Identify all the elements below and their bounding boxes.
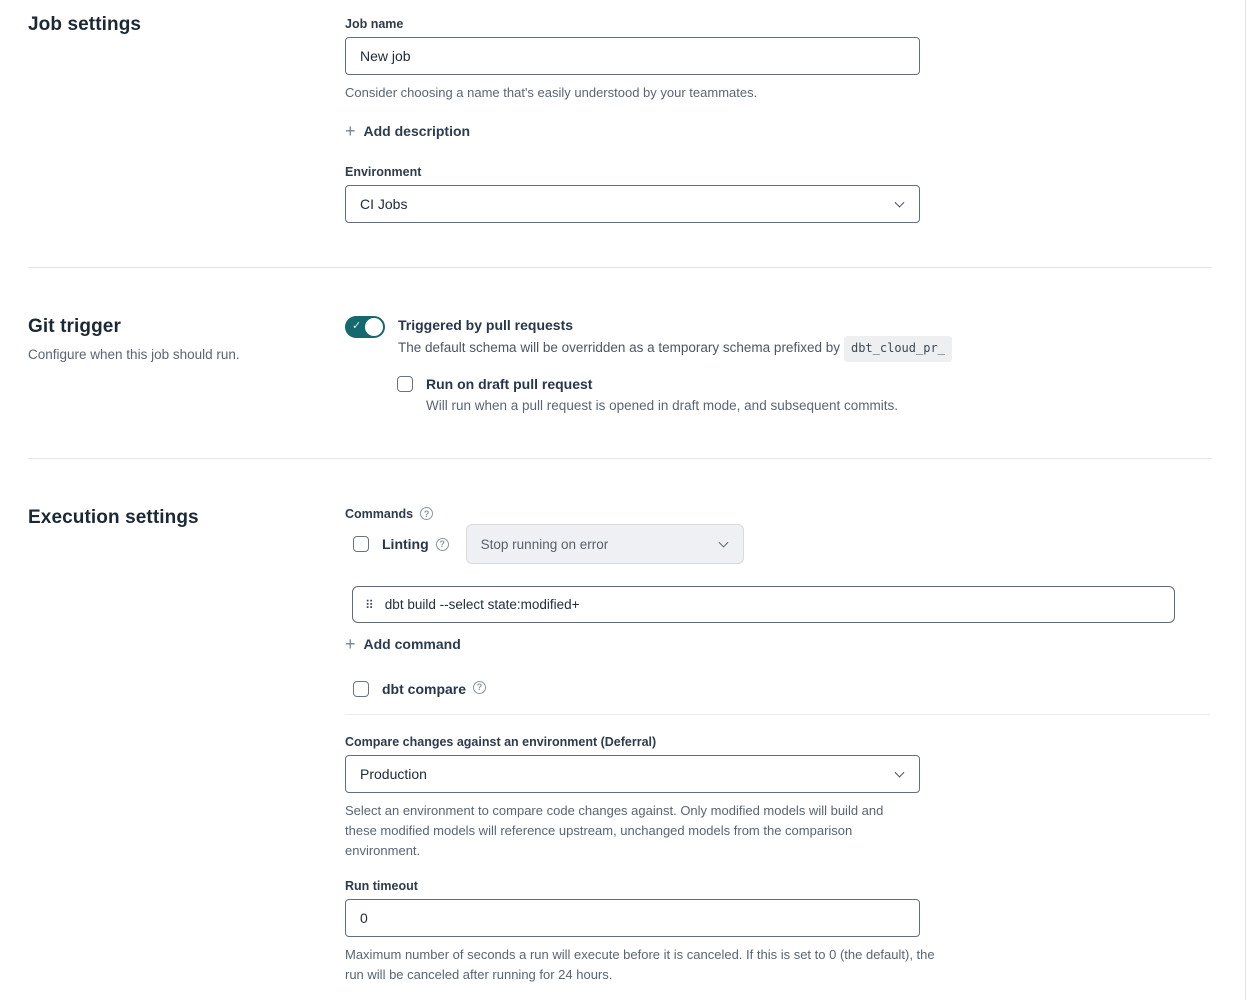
deferral-label: Compare changes against an environment (Deferral) <box>345 735 657 749</box>
git-trigger-form <box>345 268 1245 458</box>
section-job-settings <box>0 0 1245 267</box>
job-settings-left-column <box>0 0 345 267</box>
environment-label: Environment <box>345 165 422 179</box>
toggle-knob <box>365 318 383 336</box>
job-settings-form <box>345 0 1245 267</box>
plus-icon: + <box>345 121 356 141</box>
deferral-hint: Select an environment to compare code changes against. Only modified models will build and these modified models will reference upstream, unchanged models from the comparison environment. <box>345 803 884 858</box>
linting-help-icon[interactable]: ? <box>436 538 449 551</box>
run-timeout-input[interactable] <box>345 899 920 937</box>
commands-divider <box>345 714 1210 715</box>
job-settings-heading: Job settings <box>28 14 142 35</box>
dbt-compare-help-icon[interactable]: ? <box>473 681 486 694</box>
plus-icon: + <box>345 634 356 654</box>
check-icon: ✓ <box>352 320 362 332</box>
dbt-compare-label: dbt compare <box>382 681 467 697</box>
git-trigger-heading: Git trigger <box>28 316 121 337</box>
linting-label: Linting <box>382 536 429 552</box>
job-name-input[interactable] <box>345 37 920 75</box>
commands-label: Commands <box>345 506 414 521</box>
git-trigger-subheading: Configure when this job should run. <box>28 347 240 362</box>
schema-prefix-chip: dbt_cloud_pr_ <box>844 336 952 362</box>
deferral-select-value: Production <box>360 766 427 782</box>
deferral-select[interactable] <box>345 755 920 793</box>
commands-help-icon[interactable]: ? <box>420 507 433 520</box>
drag-handle-icon[interactable]: ⠿ <box>365 597 374 612</box>
run-timeout-label: Run timeout <box>345 879 418 893</box>
linting-mode-select[interactable] <box>466 524 744 564</box>
add-command-label: Add command <box>363 636 461 652</box>
linting-mode-select-value: Stop running on error <box>480 536 609 552</box>
execution-settings-heading: Execution settings <box>28 507 199 528</box>
add-description-button[interactable] <box>345 123 470 139</box>
draft-pr-checkbox[interactable] <box>397 376 413 392</box>
pull-request-toggle[interactable] <box>345 316 385 338</box>
section-execution-settings <box>0 459 1245 1000</box>
command-row <box>352 586 1175 623</box>
draft-pr-checkbox-description: Will run when a pull request is opened in draft mode, and subsequent commits. <box>426 398 899 413</box>
section-git-trigger <box>0 268 1245 458</box>
add-command-button[interactable] <box>345 636 461 652</box>
dbt-compare-checkbox[interactable] <box>353 681 369 697</box>
environment-select[interactable] <box>345 185 920 223</box>
execution-settings-form <box>345 459 1245 1000</box>
job-name-hint: Consider choosing a name that's easily understood by your teammates. <box>345 85 758 100</box>
draft-pr-checkbox-label: Run on draft pull request <box>426 376 593 392</box>
chevron-down-icon <box>718 538 728 548</box>
job-name-label: Job name <box>345 17 404 31</box>
chevron-down-icon <box>895 768 905 778</box>
environment-select-value: CI Jobs <box>360 196 408 212</box>
linting-checkbox[interactable] <box>353 536 369 552</box>
add-description-label: Add description <box>363 123 471 139</box>
git-trigger-left-column <box>0 268 345 458</box>
pull-request-toggle-label: Triggered by pull requests <box>398 317 574 333</box>
command-input[interactable] <box>385 597 1162 612</box>
run-timeout-hint: Maximum number of seconds a run will execute before it is canceled. If this is set to 0 (the default), the run will be canceled after running for 24 hours. <box>345 947 935 982</box>
execution-settings-left-column <box>0 459 345 1000</box>
pull-request-toggle-description: The default schema will be overridden as a temporary schema prefixed by dbt_cloud_pr_ <box>398 336 952 362</box>
chevron-down-icon <box>895 198 905 208</box>
